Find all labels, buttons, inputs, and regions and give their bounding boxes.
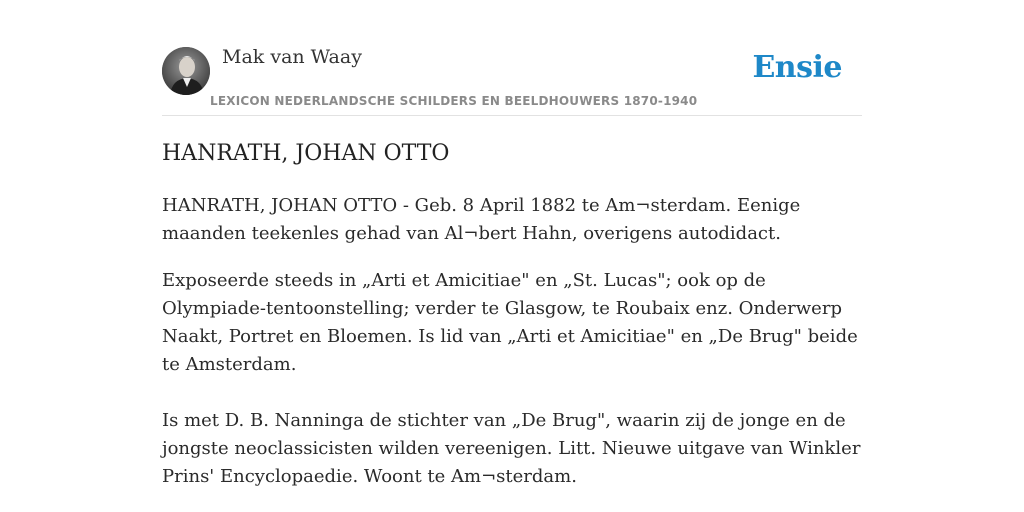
page-title: HANRATH, JOHAN OTTO: [162, 141, 450, 166]
paragraph: HANRATH, JOHAN OTTO - Geb. 8 April 1882 te Am¬sterdam. Eenige maanden teekenles gehad van Al¬bert Hahn, overigens autodidact.: [162, 195, 801, 244]
header: [162, 46, 862, 116]
author-name[interactable]: Mak van Waay: [222, 46, 362, 68]
author-portrait-icon[interactable]: [162, 47, 210, 95]
brand-logo[interactable]: Ensie: [752, 50, 842, 85]
paragraph: Exposeerde steeds in „Arti et Amicitiae" en „St. Lucas"; ook op de Olympiade-tentoonstelling; verder te Glasgow, te Roubaix enz. Onderwerp Naakt, Portret en Bloemen. Is lid van „Arti et Amicitiae" en „De Brug" beide te Amsterdam. Is met D. B. Nanninga de stichter van „De Brug", waarin zij de jonge en de jongste neoclassicisten wilden vereenigen. Litt. Nieuwe uitgave van Winkler Prins' Encyclopaedie. Woont te Am¬sterdam.: [162, 270, 861, 487]
source-title[interactable]: LEXICON NEDERLANDSCHE SCHILDERS EN BEELDHOUWERS 1870-1940: [210, 94, 698, 108]
article-body: [162, 192, 862, 510]
